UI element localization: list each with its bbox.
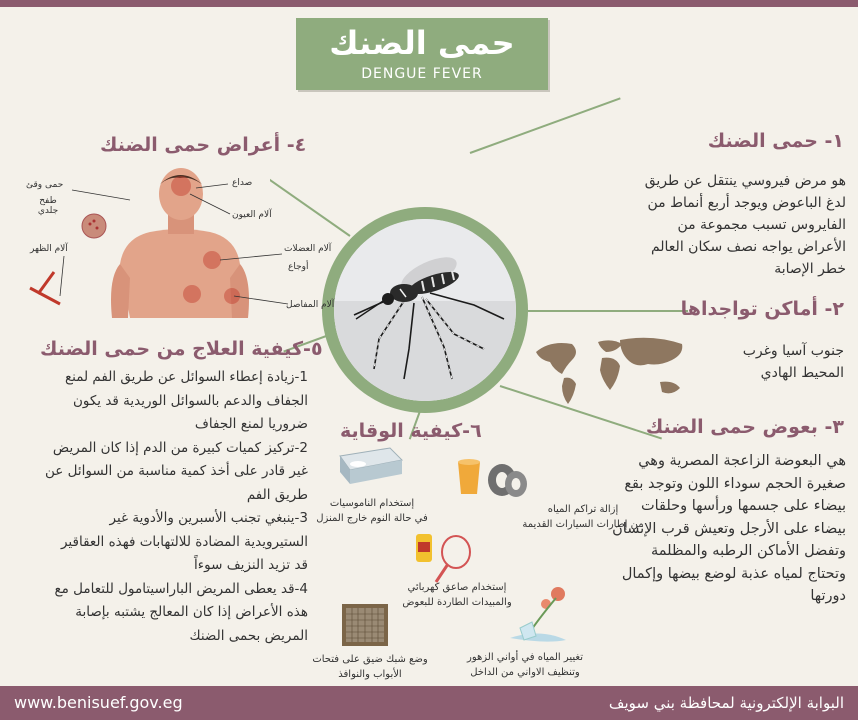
text-line: وتفضل الأماكن الرطبه والمظلمة — [651, 543, 846, 559]
text-line: خطر الإصابة — [774, 261, 846, 277]
label-joints: أوجاع — [288, 262, 309, 272]
symptoms-figure — [20, 168, 335, 318]
text-line: دورتها — [810, 588, 846, 604]
mosquito-image — [334, 219, 516, 401]
text-line: والمبيدات الطاردة للبعوض — [402, 597, 512, 608]
prevention-label-water — [518, 502, 648, 532]
text-line: طريق الفم — [246, 486, 308, 503]
world-map-icon — [532, 330, 692, 410]
label-eye-pain: آلام العيون — [232, 210, 272, 220]
text-line: وتحتاج لمياه عذبة لوضع بيضها وإكمال — [621, 565, 846, 582]
text-line: 1-زيادة إعطاء السوائل عن طريق الفم لمنع — [64, 369, 308, 385]
title-english: DENGUE FEVER — [361, 66, 483, 82]
section3-heading: ٣- بعوض حمى الضنك — [645, 416, 844, 438]
text-line: إزالة تراكم المياه — [547, 504, 619, 515]
flower-vase-icon — [506, 582, 578, 646]
section1-heading: ١- حمى الضنك — [707, 130, 844, 152]
text-line: قد تزيد النزيف سوءاً — [194, 557, 308, 573]
label-back-pain: آلام الظهر — [30, 244, 68, 254]
text-line: هو مرض فيروسي ينتقل عن طريق — [644, 173, 846, 189]
text-line: 2-تركيز كميات كبيرة من الدم إذا كان المريض — [52, 439, 308, 456]
label-rash: طفح جلدي — [37, 196, 59, 216]
label-muscle-pain: آلام العضلات — [284, 244, 332, 254]
text-line: جنوب آسيا وغرب — [742, 343, 844, 359]
text-line: بيضاء على الأرجل وتعيش قرب الإنسان — [612, 520, 846, 537]
section4-heading: ٤- أعراض حمى الضنك — [100, 134, 307, 156]
text-line: الأبواب والنوافذ — [338, 669, 402, 680]
footer-website[interactable]: www.benisuef.gov.eg — [14, 693, 183, 712]
section6-heading: ٦-كيفية الوقاية — [340, 420, 482, 442]
text-line: 4-قد يعطى المريض الباراسيتامول للتعامل مع — [54, 580, 308, 597]
window-screen-icon — [340, 602, 390, 648]
title-arabic: حمى الضنك — [329, 24, 515, 62]
text-line: إستخدام الناموسيات — [329, 498, 415, 509]
text-line: هذه الأعراض إذا كان المعالج يشتبه بإصابة — [75, 604, 308, 620]
top-bar — [0, 0, 858, 7]
text-line: إستخدام صاعق كهربائي — [407, 582, 507, 593]
label-headache: صداع — [232, 178, 253, 188]
label-joint-pain: آلام المفاصل — [286, 300, 335, 310]
section2-heading: ٢- أماكن تواجداها — [680, 298, 844, 320]
section1-text — [596, 170, 846, 280]
connector-line — [528, 310, 688, 312]
text-line: الأعراض يواجه نصف سكان العالم — [650, 239, 846, 255]
section2-text — [694, 340, 844, 384]
mosquito-icon — [334, 219, 516, 401]
text-line: غير قادر على أخذ كمية مناسبة من السوائل عن — [44, 463, 308, 479]
text-line: من إطارات السيارات القديمة — [522, 519, 644, 530]
label-fever: حمى وقئ — [26, 180, 64, 190]
text-line: المريض بحمى الضنك — [189, 627, 308, 644]
text-line: بيضاء على جسمها ورأسها وحلقات — [640, 498, 846, 514]
text-line: صغيرة الحجم سوداء اللون وتوجد بقع — [624, 475, 846, 492]
connector-line — [470, 97, 621, 154]
text-line: وتنظيف الاواني من الداخل — [470, 667, 580, 678]
footer-bar — [0, 686, 858, 720]
section5-text — [8, 366, 308, 648]
tires-icon — [450, 454, 530, 500]
text-line: الفايروس تسبب مجموعة من — [677, 217, 846, 233]
text-line: وضع شبك ضيق على فتحات — [312, 654, 428, 665]
section5-heading: ٥-كيفية العلاج من حمى الضنك — [40, 338, 323, 360]
prevention-label-window — [300, 652, 440, 682]
text-line: 3-ينبغي تجنب الأسبرين والأدوية غير — [109, 510, 308, 526]
prevention-label-vase — [460, 650, 590, 680]
bed-net-icon — [330, 446, 410, 492]
text-line: هي البعوضة الزاعجة المصرية وهي — [638, 453, 846, 469]
text-line: المحيط الهادي — [760, 365, 844, 381]
text-line: الستيرويدية المضادة للالتهابات فهذه العقاقير — [60, 533, 308, 550]
electric-zapper-icon — [410, 528, 480, 588]
text-line: لدغ الباعوض ويوجد أربع أنماط من — [647, 195, 846, 211]
human-body-icon — [20, 168, 335, 318]
text-line: تغيير المياه في أواني الزهور — [466, 652, 583, 663]
prevention-label-net — [312, 496, 432, 526]
text-line: الجفاف والدعم بالسوائل الوريدية قد يكون — [72, 392, 308, 409]
prevention-label-zapper — [392, 580, 522, 610]
text-line: في حالة النوم خارج المنزل — [316, 513, 428, 524]
text-line: ضروريا لمنع الجفاف — [194, 416, 308, 432]
footer-portal-name: البوابة الإلكترونية لمحافظة بني سويف — [608, 694, 844, 712]
title-banner — [296, 18, 548, 90]
